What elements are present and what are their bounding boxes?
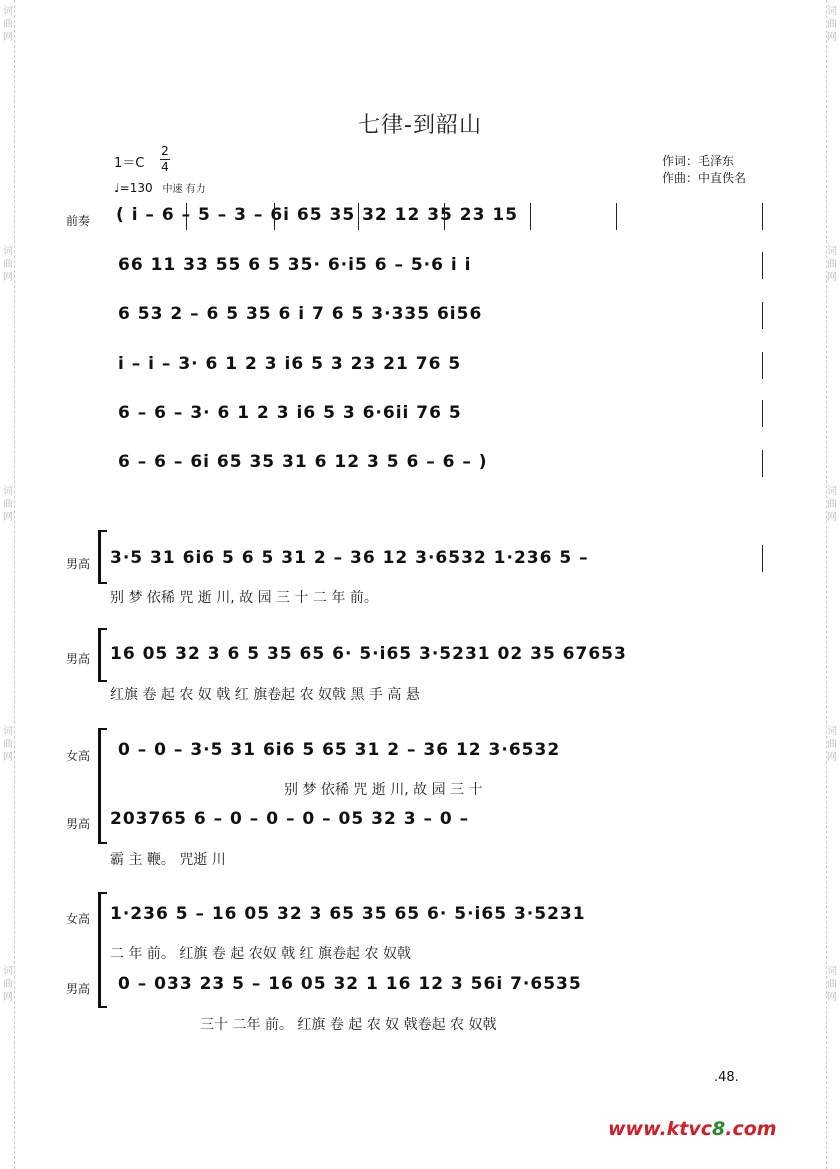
lyricist-credit: 作词：毛泽东 xyxy=(662,154,735,168)
song-title: 七律-到韶山 xyxy=(358,113,482,138)
section3-female-notes: 0 – 0 – 3·5 31 6i6 5 65 31 2 – 36 12 3·6532 xyxy=(118,740,561,760)
section3-male-notes: 203765 6 – 0 – 0 – 0 – 05 32 3 – 0 – xyxy=(110,809,470,829)
section2-notes: 16 05 32 3 6 5 35 65 6· 5·i65 3·5231 02 35 67653 xyxy=(110,644,627,664)
section4-female-lyrics: 二 年 前。 红旗 卷 起 农奴 戟 红 旗卷起 农 奴戟 xyxy=(110,946,411,962)
time-signature xyxy=(160,144,170,175)
voice-label-male-3: 男高 xyxy=(66,817,91,831)
intro-row-5: 6 – 6 – 3· 6 1 2 3 i6 5 3 6·6ii 76 5 xyxy=(118,403,462,423)
key-signature: 1＝C xyxy=(114,156,145,171)
voice-label-female: 女高 xyxy=(66,749,91,763)
watermark-left-4: 词 曲 网 xyxy=(3,726,13,763)
section2-lyrics: 红旗 卷 起 农 奴 戟 红 旗卷起 农 奴戟 黑 手 高 悬 xyxy=(110,687,420,703)
watermark-right-5: 词 曲 网 xyxy=(827,966,837,1003)
section3-male-lyrics: 霸 主 鞭。 咒逝 川 xyxy=(110,852,226,868)
section4-male-notes: 0 – 033 23 5 – 16 05 32 1 16 12 3 56i 7·6535 xyxy=(118,974,582,994)
watermark-right-2: 词 曲 网 xyxy=(827,246,837,283)
time-signature-bottom: 4 xyxy=(161,160,169,174)
intro-row-4: i – i – 3· 6 1 2 3 i6 5 3 23 21 76 5 xyxy=(118,354,462,374)
watermark-left-5: 词 曲 网 xyxy=(3,966,13,1003)
tempo-marking: 中速 有力 xyxy=(162,184,206,195)
tempo-line xyxy=(114,180,206,195)
intro-label: 前奏 xyxy=(66,214,91,228)
watermark-right-4: 词 曲 网 xyxy=(827,726,837,763)
intro-row-3: 6 53 2 – 6 5 35 6 i 7 6 5 3·335 6i56 xyxy=(118,304,483,324)
section4-male-lyrics: 三十 二年 前。 红旗 卷 起 农 奴 戟卷起 农 奴戟 xyxy=(200,1017,497,1033)
voice-label-female-2: 女高 xyxy=(66,912,91,926)
voice-label-male: 男高 xyxy=(66,557,91,571)
composer-credit: 作曲：中直佚名 xyxy=(662,171,747,185)
watermark-left-1: 词 曲 网 xyxy=(3,6,13,43)
voice-label-male-4: 男高 xyxy=(66,982,91,996)
section3-female-lyrics: 别 梦 依稀 咒 逝 川, 故 园 三 十 xyxy=(284,782,483,798)
tempo-value: ♩=130 xyxy=(114,181,153,195)
page-number: .48. xyxy=(714,1070,739,1085)
page-edge-left xyxy=(14,0,15,1169)
intro-row-6: 6 – 6 – 6i 65 35 31 6 12 3 5 6 – 6 – ) xyxy=(118,452,488,472)
watermark-left-3: 词 曲 网 xyxy=(3,486,13,523)
watermark-left-2: 词 曲 网 xyxy=(3,246,13,283)
watermark-right-1: 词 曲 网 xyxy=(827,6,837,43)
intro-row-1: ( i – 6 – 5 – 3 – 6i 65 35 32 12 35 23 15 xyxy=(116,205,519,225)
section1-lyrics: 别 梦 依稀 咒 逝 川, 故 园 三 十 二 年 前。 xyxy=(110,590,378,606)
intro-row-2: 66 11 33 55 6 5 35· 6·i5 6 – 5·6 i i xyxy=(118,255,472,275)
section1-notes: 3·5 31 6i6 5 6 5 31 2 – 36 12 3·6532 1·236 5 – xyxy=(110,548,589,568)
voice-label-male-2: 男高 xyxy=(66,652,91,666)
section4-female-notes: 1·236 5 – 16 05 32 3 65 35 65 6· 5·i65 3·5231 xyxy=(110,904,586,924)
watermark-right-3: 词 曲 网 xyxy=(827,486,837,523)
time-signature-top: 2 xyxy=(161,144,169,158)
site-watermark-link[interactable]: www.ktvc8.com xyxy=(608,1118,777,1140)
